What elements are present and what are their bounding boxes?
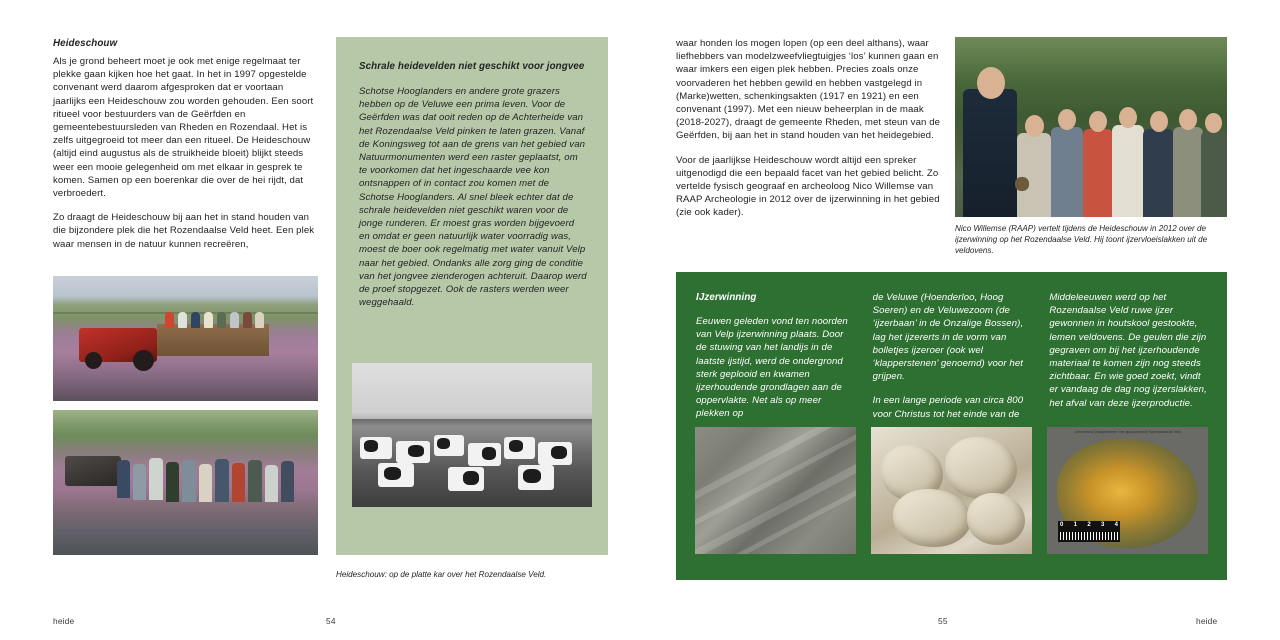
ijzerwinning-column-c [1049, 291, 1207, 432]
ijzerwinning-feature-box [676, 272, 1227, 580]
nico-willemse-speaking-to-group-photo [955, 37, 1227, 217]
person-figure [232, 463, 245, 502]
cow [434, 435, 464, 456]
schrale-box-paragraph: Schotse Hooglanders en andere grote grazers hebben op de Veluwe een prima leven. Voor de Geërfden was dat ooit reden op de Achterheide van het Rozendaalse Veld pinken te laten grazen. Vanaf de Koningsweg tot aan de grens van het gebied van Natuurmonumenten werd een raster geplaatst, om te voorkomen dat het ingeschaarde vee kon ontsnappen of in contact zou komen met de Schotse Hooglanders. Al snel bleek echter dat de schrale heidevelden niet geschikt waren voor de jonge runderen. Er moest gras worden bijgevoerd en omdat er geen natuurlijk water voorradig was, moest de boer ook regelmatig met water vanuit Velp naar het gebied. Ondanks alle zorg ging de conditie van het jongvee zienderogen achteruit. Daarop werd de proef stopgezet. Ook de rasters werden weer weggehaald. [359, 86, 587, 309]
ijzerwinning-column-b [873, 291, 1031, 432]
cow [396, 441, 430, 463]
left-page-column-1 [53, 37, 318, 262]
face [1179, 109, 1197, 130]
face [1089, 111, 1107, 132]
person-figure [165, 312, 174, 328]
person-figure [217, 312, 226, 328]
scale-number: 4 [1114, 522, 1118, 528]
ijzerwinning-col-a-paragraph: Eeuwen geleden vond ten noorden van Velp ijzerwinning plaats. Door de stuwing van het landijs in de laatste ijstijd, werd de ondergrond sterk geplooid en kwamen ijzerhoudende grondlagen aan de oppervlakte. Net als op meer plekken op [696, 316, 848, 420]
right-page-footer-word: heide [1196, 616, 1218, 626]
person-figure [281, 461, 294, 502]
scale-bar-ticks [1060, 532, 1118, 540]
red-tractor [79, 328, 157, 362]
person-figure [199, 464, 212, 502]
right-page-number: 55 [938, 616, 948, 626]
person-figure [243, 312, 252, 328]
ijzerwinning-column-a [696, 291, 854, 432]
face [1150, 111, 1168, 132]
scale-bar-numbers [1058, 521, 1120, 530]
specimen-photo-caption: IJzeroerknol (‘klappersteen’ met glanzydoxide) Rozendaalsche Veld [1074, 430, 1181, 434]
face [1058, 109, 1076, 130]
ijzerwinning-col-c-paragraph: Middeleeuwen werd op het Rozendaalse Veld ruwe ijzer gewonnen in houtskool gestookte, lemen veldovens. De geulen die zijn gegraven om bij het ijzerhoudende materiaal te komen zijn nog steeds zichtbaar. En wie goed zoekt, vindt er vandaag de dag nog ijzerslakken, het afval van deze ijzerproductie. [1049, 292, 1207, 409]
ijzerwinning-photo-row [695, 427, 1208, 554]
cows-photo-caption: Heideschouw: op de platte kar over het Rozendaalse Veld. [336, 570, 547, 579]
person-figure [215, 459, 229, 502]
scale-number: 0 [1060, 522, 1064, 528]
scale-number: 3 [1100, 522, 1105, 528]
ijzeroer-klappersteen-cross-section-photo [1047, 427, 1208, 554]
cow [538, 442, 572, 465]
cow [378, 463, 414, 487]
vehicle [65, 456, 121, 486]
person-figure [1051, 127, 1083, 217]
person-figure [191, 312, 200, 328]
heather-field-with-group-of-people-photo [53, 410, 318, 555]
black-and-white-cows-in-meadow-photo [352, 363, 592, 507]
column3-paragraph-1: waar honden los mogen lopen (op een deel althans), waar liefhebbers van modelzweefvliegtuigjes ‘los’ kunnen gaan en waar imkers een eigen plek hebben. Precies zoals onze voorvaderen het hebben gewild en hebben vastgelegd in (Marke)wetten, schenkingsakten (1917 en 1921) en een convenant (1997). Met een nieuw beheerplan in de maak (2018-2027), draagt de gemeente Rheden, met steun van de Geërfden, bij aan het in stand houden van het heidegebied. [676, 38, 941, 142]
person-figure [248, 460, 262, 502]
ijzerwinning-col-b-paragraph-1: de Veluwe (Hoenderloo, Hoog Soeren) en de Veluwezoom (de ‘ijzerbaan’ in de Onzalige Bossen), lag het ijzererts in de vorm van bolletjes ijzeroer (ook wel ‘klapperstenen’ genoemd) voor het grijpen. [872, 292, 1024, 383]
person-figure [1083, 129, 1113, 217]
person-figure [1017, 133, 1051, 217]
ijzerwinning-col-b-paragraph-2: In een lange periode van circa 800 voor Christus tot het einde van de [872, 395, 1024, 420]
photo-scale-bar [1058, 521, 1120, 542]
person-figure [117, 460, 130, 498]
left-page-footer-word: heide [53, 616, 75, 626]
aerial-photo-of-iron-digging-gullies [695, 427, 856, 554]
person-figure [166, 462, 179, 502]
person-figure [1201, 131, 1227, 217]
cart [157, 324, 269, 356]
person-figure [265, 465, 278, 502]
ijzerwinning-text-columns [696, 291, 1207, 432]
cow [518, 465, 554, 490]
person-figure [1112, 125, 1144, 217]
face [1025, 115, 1044, 137]
heather-field-with-tractor-and-cart-photo [53, 276, 318, 401]
treeline [352, 419, 592, 426]
right-page-column-3 [676, 37, 941, 231]
column3-paragraph-2: Voor de jaarlijkse Heideschouw wordt altijd een spreker uitgenodigd die een bepaald facet van het gebied belicht. Zo vertelde fysisch geograaf en archeoloog Nico Willemse van RAAP Archeologie in 2012 over de ijzerwinning in het gebied (zie ook kader). [676, 154, 940, 219]
left-page-number: 54 [326, 616, 336, 626]
ijzerwinning-heading: IJzerwinning [696, 292, 757, 303]
tractor-wheel [133, 350, 154, 371]
face [1205, 113, 1222, 133]
person-figure [963, 89, 1017, 217]
person-figure [255, 312, 264, 328]
cow [468, 443, 501, 466]
column1-paragraph-1: Als je grond beheert moet je ook met enige regelmaat ter plekke gaan kijken hoe het gaat. In het in 1997 opgestelde convenant werd daarom afgesproken dat er voortaan jaarlijks een Heideschouw zou worden gehouden. Een soort ritueel voor bestuurders van de Geërfden en gemeentebestuursleden van Rheden en Rozendaal. Het is zelfs uitgegroeid tot meer dan een ritueel. De Heideschouw (altijd eind augustus als de struikheide bloeit) blijkt steeds weer een mooie gelegenheid om met elkaar in gesprek te komen. Samen op een boerenkar die over de hei rijdt, dat verbroedert. [53, 56, 314, 200]
scale-number: 1 [1073, 522, 1077, 528]
person-figure [1143, 129, 1174, 217]
person-figure [133, 464, 146, 500]
person-figure [204, 312, 213, 328]
column1-paragraph-2: Zo draagt de Heideschouw bij aan het in stand houden van die bijzondere plek die het Rozendaalse Veld heet. Een plek waar mensen in de natuur kunnen recreëren, [53, 212, 315, 250]
person-figure [149, 458, 163, 500]
face [1119, 107, 1137, 128]
column1-heading: Heideschouw [53, 38, 118, 49]
held-iron-slag-specimen [1015, 177, 1029, 191]
cow [360, 437, 392, 459]
person-figure [1173, 127, 1203, 217]
schrale-box-heading: Schrale heidevelden niet geschikt voor jongvee [359, 61, 585, 72]
person-figure [230, 312, 239, 328]
nico-photo-caption: Nico Willemse (RAAP) vertelt tijdens de Heideschouw in 2012 over de ijzerwinning op het Rozendaalse Veld. Hij toont ijzervloeislakken uit de veldovens. [955, 224, 1208, 256]
person-figure [178, 312, 187, 328]
cow [504, 437, 535, 459]
scale-number: 2 [1087, 522, 1091, 528]
person-figure [182, 460, 196, 502]
tractor-wheel [85, 352, 102, 369]
klappersteen-iron-ore-nodules-photo [871, 427, 1032, 554]
cow [448, 467, 484, 491]
face [977, 67, 1005, 99]
